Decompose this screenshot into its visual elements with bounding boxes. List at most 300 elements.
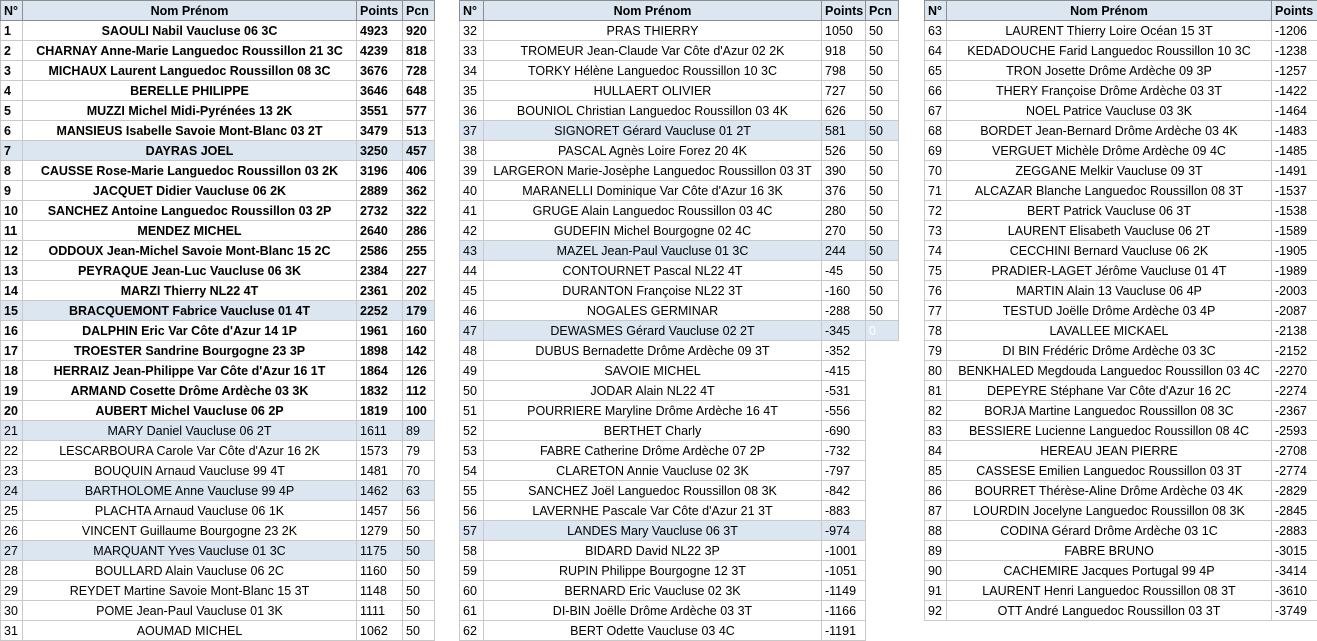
pcn-value: 179 — [403, 301, 435, 321]
points-value: -1206 — [1272, 21, 1317, 41]
points-value: -2274 — [1272, 381, 1317, 401]
table-row — [1, 281, 435, 301]
rank-number: 8 — [1, 161, 23, 181]
table-row — [460, 621, 899, 641]
table-row — [925, 41, 1317, 61]
header-row — [925, 1, 1317, 21]
table-row — [925, 341, 1317, 361]
points-value: -1538 — [1272, 201, 1317, 221]
rank-number: 54 — [460, 461, 484, 481]
table-row — [1, 421, 435, 441]
rank-number: 18 — [1, 361, 23, 381]
table-row — [460, 21, 899, 41]
pcn-value — [866, 581, 899, 601]
table-row — [460, 101, 899, 121]
player-name: SANCHEZ Joël Languedoc Roussillon 08 3K — [484, 481, 822, 501]
points-value: -2138 — [1272, 321, 1317, 341]
points-value: 2586 — [357, 241, 403, 261]
pcn-value: 50 — [403, 581, 435, 601]
rank-number: 2 — [1, 41, 23, 61]
ranking-table-2 — [459, 0, 899, 641]
rank-number: 83 — [925, 421, 947, 441]
player-name: VINCENT Guillaume Bourgogne 23 2K — [23, 521, 357, 541]
player-name: LOURDIN Jocelyne Languedoc Roussillon 08 3K — [947, 501, 1272, 521]
rank-number: 82 — [925, 401, 947, 421]
points-value: -1166 — [822, 601, 866, 621]
rank-number: 56 — [460, 501, 484, 521]
table-row — [925, 541, 1317, 561]
points-value: -1191 — [822, 621, 866, 641]
pcn-value: 100 — [403, 401, 435, 421]
table-row — [460, 201, 899, 221]
points-value: -797 — [822, 461, 866, 481]
pcn-value: 728 — [403, 61, 435, 81]
table-row — [460, 281, 899, 301]
points-value: 1457 — [357, 501, 403, 521]
player-name: PLACHTA Arnaud Vaucluse 06 1K — [23, 501, 357, 521]
rank-number: 22 — [1, 441, 23, 461]
player-name: LAVALLEE MICKAEL — [947, 321, 1272, 341]
pcn-value: 50 — [866, 221, 899, 241]
player-name: CECCHINI Bernard Vaucluse 06 2K — [947, 241, 1272, 261]
points-value: 526 — [822, 141, 866, 161]
table-row — [460, 381, 899, 401]
player-name: POME Jean-Paul Vaucluse 01 3K — [23, 601, 357, 621]
rank-number: 65 — [925, 61, 947, 81]
table-row — [1, 501, 435, 521]
points-value: -2270 — [1272, 361, 1317, 381]
rank-number: 9 — [1, 181, 23, 201]
col-header-number: N° — [460, 1, 484, 21]
table-row — [1, 261, 435, 281]
table-row — [1, 41, 435, 61]
rank-number: 1 — [1, 21, 23, 41]
points-value: 1148 — [357, 581, 403, 601]
rank-number: 68 — [925, 121, 947, 141]
rank-number: 70 — [925, 161, 947, 181]
pcn-value: 50 — [866, 261, 899, 281]
player-name: DURANTON Françoise NL22 3T — [484, 281, 822, 301]
rank-number: 37 — [460, 121, 484, 141]
player-name: MARANELLI Dominique Var Côte d'Azur 16 3K — [484, 181, 822, 201]
pcn-value: 79 — [403, 441, 435, 461]
points-value: -288 — [822, 301, 866, 321]
pcn-value: 50 — [866, 61, 899, 81]
table-row — [1, 241, 435, 261]
points-value: -45 — [822, 261, 866, 281]
table-row — [1, 21, 435, 41]
player-name: LARGERON Marie-Josèphe Languedoc Roussillon 03 3T — [484, 161, 822, 181]
table-row — [1, 201, 435, 221]
points-value: 1573 — [357, 441, 403, 461]
rank-number: 34 — [460, 61, 484, 81]
player-name: BOUNIOL Christian Languedoc Roussillon 03 4K — [484, 101, 822, 121]
player-name: MANSIEUS Isabelle Savoie Mont-Blanc 03 2T — [23, 121, 357, 141]
player-name: ZEGGANE Melkir Vaucluse 09 3T — [947, 161, 1272, 181]
points-value: -1537 — [1272, 181, 1317, 201]
points-value: 1481 — [357, 461, 403, 481]
points-value: 1832 — [357, 381, 403, 401]
table-row — [1, 581, 435, 601]
player-name: SAVOIE MICHEL — [484, 361, 822, 381]
rank-number: 4 — [1, 81, 23, 101]
rank-number: 50 — [460, 381, 484, 401]
rank-number: 29 — [1, 581, 23, 601]
pcn-value: 50 — [866, 121, 899, 141]
points-value: 1819 — [357, 401, 403, 421]
player-name: TROMEUR Jean-Claude Var Côte d'Azur 02 2K — [484, 41, 822, 61]
pcn-value: 50 — [403, 561, 435, 581]
player-name: VERGUET Michèle Drôme Ardèche 09 4C — [947, 141, 1272, 161]
table-row — [1, 101, 435, 121]
player-name: TORKY Hélène Languedoc Roussillon 10 3C — [484, 61, 822, 81]
rank-number: 39 — [460, 161, 484, 181]
table-row — [460, 121, 899, 141]
rank-number: 53 — [460, 441, 484, 461]
table-row — [1, 341, 435, 361]
pcn-value: 50 — [403, 541, 435, 561]
pcn-value — [866, 401, 899, 421]
player-name: MUZZI Michel Midi-Pyrénées 13 2K — [23, 101, 357, 121]
table-row — [925, 21, 1317, 41]
rank-number: 48 — [460, 341, 484, 361]
points-value: 4923 — [357, 21, 403, 41]
points-value: 1279 — [357, 521, 403, 541]
rank-number: 12 — [1, 241, 23, 261]
pcn-value: 818 — [403, 41, 435, 61]
rank-number: 69 — [925, 141, 947, 161]
table-row — [460, 461, 899, 481]
pcn-value: 112 — [403, 381, 435, 401]
player-name: DI-BIN Joëlle Drôme Ardèche 03 3T — [484, 601, 822, 621]
points-value: 1111 — [357, 601, 403, 621]
points-value: 581 — [822, 121, 866, 141]
table-row — [1, 381, 435, 401]
table-row — [925, 261, 1317, 281]
table-row — [460, 401, 899, 421]
points-value: 2384 — [357, 261, 403, 281]
player-name: GUDEFIN Michel Bourgogne 02 4C — [484, 221, 822, 241]
points-value: -352 — [822, 341, 866, 361]
table-row — [1, 441, 435, 461]
pcn-value: 457 — [403, 141, 435, 161]
pcn-value: 50 — [866, 281, 899, 301]
rank-number: 81 — [925, 381, 947, 401]
player-name: BOURRET Thérèse-Aline Drôme Ardèche 03 4K — [947, 481, 1272, 501]
rank-number: 71 — [925, 181, 947, 201]
points-value: -2593 — [1272, 421, 1317, 441]
points-value: -1051 — [822, 561, 866, 581]
table-row — [1, 541, 435, 561]
table-row — [925, 121, 1317, 141]
pcn-value: 50 — [866, 301, 899, 321]
pcn-value: 286 — [403, 221, 435, 241]
points-value: -2883 — [1272, 521, 1317, 541]
pcn-value — [866, 561, 899, 581]
pcn-value: 89 — [403, 421, 435, 441]
player-name: BENKHALED Megdouda Languedoc Roussillon 03 4C — [947, 361, 1272, 381]
col-header-number: N° — [1, 1, 23, 21]
points-value: 727 — [822, 81, 866, 101]
pcn-value: 50 — [866, 161, 899, 181]
table-row — [925, 381, 1317, 401]
rank-number: 87 — [925, 501, 947, 521]
points-value: 1160 — [357, 561, 403, 581]
table-row — [1, 321, 435, 341]
rank-number: 66 — [925, 81, 947, 101]
table-row — [460, 601, 899, 621]
pcn-value: 648 — [403, 81, 435, 101]
points-value: -3749 — [1272, 601, 1317, 621]
pcn-value — [866, 501, 899, 521]
table-row — [925, 281, 1317, 301]
pcn-value — [866, 361, 899, 381]
points-value: -531 — [822, 381, 866, 401]
player-name: AOUMAD MICHEL — [23, 621, 357, 641]
points-value: -1485 — [1272, 141, 1317, 161]
rank-number: 30 — [1, 601, 23, 621]
points-value: 3676 — [357, 61, 403, 81]
rank-number: 13 — [1, 261, 23, 281]
table-row — [460, 321, 899, 341]
player-name: LAURENT Henri Languedoc Roussillon 08 3T — [947, 581, 1272, 601]
player-name: NOGALES GERMINAR — [484, 301, 822, 321]
col-header-pcn: Pcn — [866, 1, 899, 21]
table-row — [460, 581, 899, 601]
player-name: BERTHET Charly — [484, 421, 822, 441]
player-name: MARZI Thierry NL22 4T — [23, 281, 357, 301]
points-value: -2003 — [1272, 281, 1317, 301]
pcn-value: 56 — [403, 501, 435, 521]
points-value: -2708 — [1272, 441, 1317, 461]
rank-number: 16 — [1, 321, 23, 341]
player-name: BERNARD Eric Vaucluse 02 3K — [484, 581, 822, 601]
points-value: -842 — [822, 481, 866, 501]
col-header-name: Nom Prénom — [947, 1, 1272, 21]
table-row — [1, 521, 435, 541]
table-row — [1, 461, 435, 481]
points-value: -883 — [822, 501, 866, 521]
points-value: -690 — [822, 421, 866, 441]
table-row — [1, 81, 435, 101]
rank-number: 77 — [925, 301, 947, 321]
rank-number: 52 — [460, 421, 484, 441]
rank-number: 51 — [460, 401, 484, 421]
header-row — [460, 1, 899, 21]
points-value: -2367 — [1272, 401, 1317, 421]
points-value: -974 — [822, 521, 866, 541]
table-row — [1, 121, 435, 141]
player-name: CACHEMIRE Jacques Portugal 99 4P — [947, 561, 1272, 581]
rank-number: 15 — [1, 301, 23, 321]
player-name: PASCAL Agnès Loire Forez 20 4K — [484, 141, 822, 161]
points-value: -732 — [822, 441, 866, 461]
table-row — [1, 161, 435, 181]
rank-number: 55 — [460, 481, 484, 501]
points-value: 798 — [822, 61, 866, 81]
pcn-value: 227 — [403, 261, 435, 281]
player-name: GRUGE Alain Languedoc Roussillon 03 4C — [484, 201, 822, 221]
points-value: 2732 — [357, 201, 403, 221]
rank-number: 45 — [460, 281, 484, 301]
pcn-value: 63 — [403, 481, 435, 501]
points-value: -3015 — [1272, 541, 1317, 561]
points-value: -3414 — [1272, 561, 1317, 581]
points-value: 1611 — [357, 421, 403, 441]
points-value: -1491 — [1272, 161, 1317, 181]
table-row — [925, 61, 1317, 81]
player-name: MARQUANT Yves Vaucluse 01 3C — [23, 541, 357, 561]
pcn-value: 50 — [866, 41, 899, 61]
table-row — [925, 181, 1317, 201]
rank-number: 63 — [925, 21, 947, 41]
table-row — [925, 221, 1317, 241]
player-name: FABRE Catherine Drôme Ardèche 07 2P — [484, 441, 822, 461]
points-value: 3646 — [357, 81, 403, 101]
table-row — [460, 561, 899, 581]
rank-number: 46 — [460, 301, 484, 321]
table-row — [925, 161, 1317, 181]
player-name: PRADIER-LAGET Jérôme Vaucluse 01 4T — [947, 261, 1272, 281]
table-row — [1, 361, 435, 381]
col-header-points: Points — [1272, 1, 1317, 21]
pcn-value: 50 — [866, 141, 899, 161]
player-name: LAURENT Thierry Loire Océan 15 3T — [947, 21, 1272, 41]
player-name: LESCARBOURA Carole Var Côte d'Azur 16 2K — [23, 441, 357, 461]
table-row — [1, 481, 435, 501]
rank-number: 84 — [925, 441, 947, 461]
rank-number: 42 — [460, 221, 484, 241]
pcn-value: 406 — [403, 161, 435, 181]
table-row — [925, 441, 1317, 461]
rank-number: 79 — [925, 341, 947, 361]
player-name: CODINA Gérard Drôme Ardèche 03 1C — [947, 521, 1272, 541]
pcn-value: 50 — [866, 241, 899, 261]
rank-number: 86 — [925, 481, 947, 501]
player-name: MAZEL Jean-Paul Vaucluse 01 3C — [484, 241, 822, 261]
ranking-table-3 — [924, 0, 1317, 621]
rank-number: 41 — [460, 201, 484, 221]
player-name: ODDOUX Jean-Michel Savoie Mont-Blanc 15 2C — [23, 241, 357, 261]
points-value: -1905 — [1272, 241, 1317, 261]
table-row — [925, 301, 1317, 321]
player-name: TROESTER Sandrine Bourgogne 23 3P — [23, 341, 357, 361]
points-value: -1149 — [822, 581, 866, 601]
table-row — [1, 61, 435, 81]
points-value: 2640 — [357, 221, 403, 241]
table-row — [925, 321, 1317, 341]
table-row — [460, 521, 899, 541]
pcn-value: 255 — [403, 241, 435, 261]
pcn-value: 126 — [403, 361, 435, 381]
rank-number: 24 — [1, 481, 23, 501]
rank-number: 67 — [925, 101, 947, 121]
pcn-value — [866, 341, 899, 361]
player-name: JODAR Alain NL22 4T — [484, 381, 822, 401]
rank-number: 10 — [1, 201, 23, 221]
pcn-value: 142 — [403, 341, 435, 361]
player-name: LANDES Mary Vaucluse 06 3T — [484, 521, 822, 541]
points-value: 3551 — [357, 101, 403, 121]
player-name: JACQUET Didier Vaucluse 06 2K — [23, 181, 357, 201]
col-header-pcn: Pcn — [403, 1, 435, 21]
points-value: 4239 — [357, 41, 403, 61]
table-row — [925, 241, 1317, 261]
table-row — [925, 521, 1317, 541]
player-name: LAVERNHE Pascale Var Côte d'Azur 21 3T — [484, 501, 822, 521]
rank-number: 14 — [1, 281, 23, 301]
pcn-value — [866, 521, 899, 541]
player-name: TESTUD Joëlle Drôme Ardèche 03 4P — [947, 301, 1272, 321]
pcn-value — [866, 421, 899, 441]
col-header-points: Points — [357, 1, 403, 21]
rank-number: 60 — [460, 581, 484, 601]
table-row — [460, 421, 899, 441]
table-row — [1, 301, 435, 321]
table-row — [460, 141, 899, 161]
rank-number: 43 — [460, 241, 484, 261]
points-value: -160 — [822, 281, 866, 301]
points-value: 1961 — [357, 321, 403, 341]
pcn-value: 50 — [866, 21, 899, 41]
table-row — [460, 481, 899, 501]
table-row — [1, 601, 435, 621]
player-name: BOUQUIN Arnaud Vaucluse 99 4T — [23, 461, 357, 481]
player-name: BRACQUEMONT Fabrice Vaucluse 01 4T — [23, 301, 357, 321]
col-header-number: N° — [925, 1, 947, 21]
table-row — [925, 141, 1317, 161]
ranking-table-1 — [0, 0, 435, 641]
points-value: 3196 — [357, 161, 403, 181]
player-name: CHARNAY Anne-Marie Languedoc Roussillon 21 3C — [23, 41, 357, 61]
points-value: -2152 — [1272, 341, 1317, 361]
player-name: THERY Françoise Drôme Ardèche 03 3T — [947, 81, 1272, 101]
pcn-value: 50 — [403, 521, 435, 541]
points-value: 376 — [822, 181, 866, 201]
points-value: -2845 — [1272, 501, 1317, 521]
rank-number: 92 — [925, 601, 947, 621]
rank-number: 78 — [925, 321, 947, 341]
header-row — [1, 1, 435, 21]
points-value: 3479 — [357, 121, 403, 141]
rank-number: 36 — [460, 101, 484, 121]
player-name: LAURENT Elisabeth Vaucluse 06 2T — [947, 221, 1272, 241]
table-row — [460, 161, 899, 181]
points-value: -2829 — [1272, 481, 1317, 501]
rank-number: 38 — [460, 141, 484, 161]
points-value: 390 — [822, 161, 866, 181]
player-name: OTT André Languedoc Roussillon 03 3T — [947, 601, 1272, 621]
table-row — [460, 41, 899, 61]
pcn-value: 50 — [403, 621, 435, 641]
rank-number: 11 — [1, 221, 23, 241]
player-name: BESSIERE Lucienne Languedoc Roussillon 08 4C — [947, 421, 1272, 441]
player-name: DAYRAS JOEL — [23, 141, 357, 161]
player-name: ARMAND Cosette Drôme Ardèche 03 3K — [23, 381, 357, 401]
table-row — [460, 221, 899, 241]
rank-number: 59 — [460, 561, 484, 581]
player-name: MARTIN Alain 13 Vaucluse 06 4P — [947, 281, 1272, 301]
player-name: NOEL Patrice Vaucluse 03 3K — [947, 101, 1272, 121]
col-header-points: Points — [822, 1, 866, 21]
pcn-value: 50 — [403, 601, 435, 621]
rank-number: 62 — [460, 621, 484, 641]
player-name: PEYRAQUE Jean-Luc Vaucluse 06 3K — [23, 261, 357, 281]
pcn-value: 920 — [403, 21, 435, 41]
table-row — [1, 621, 435, 641]
points-value: -1483 — [1272, 121, 1317, 141]
points-value: -1989 — [1272, 261, 1317, 281]
